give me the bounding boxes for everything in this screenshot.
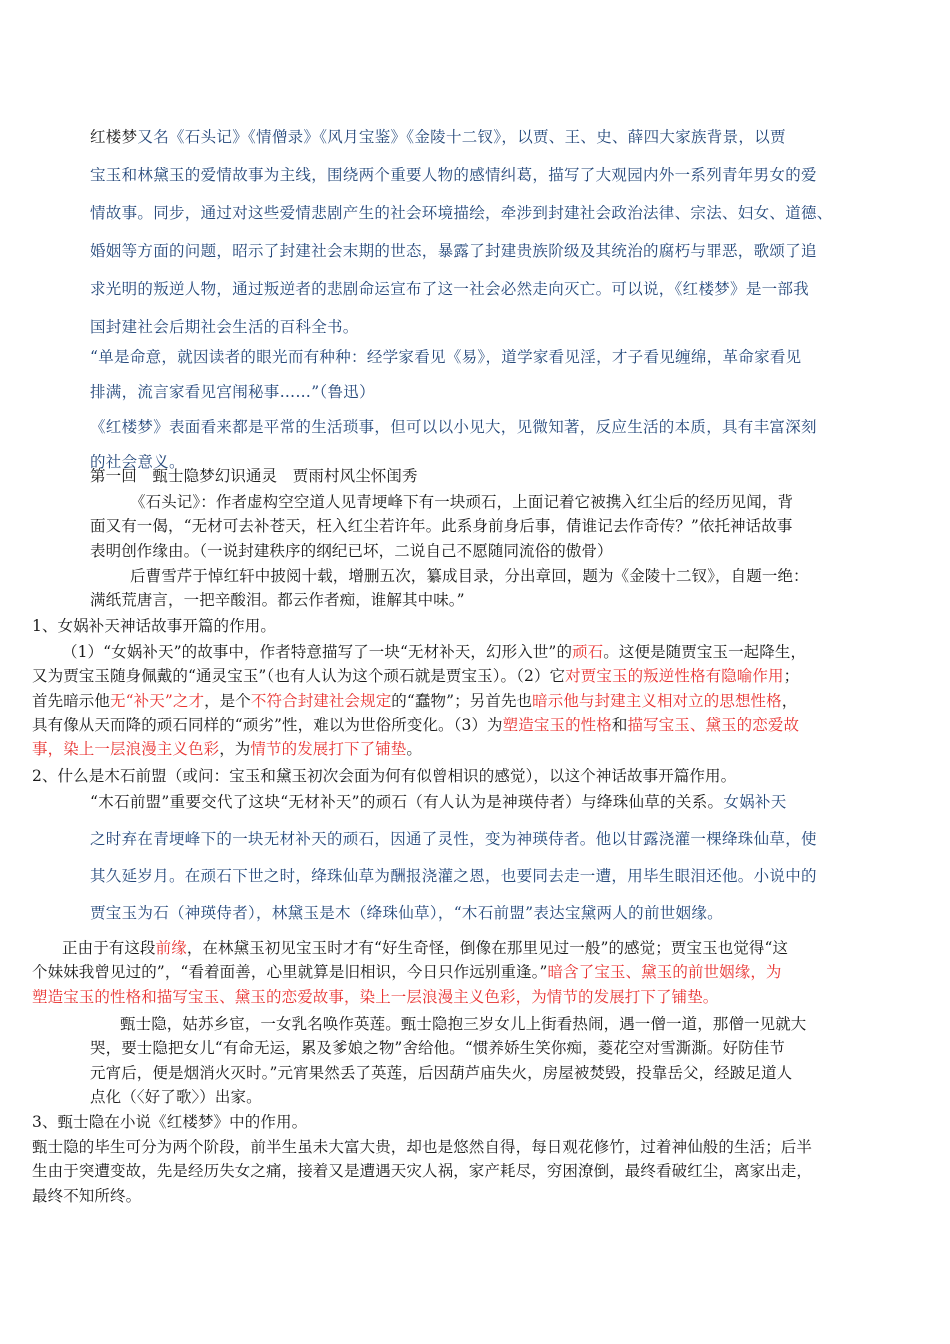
answer-line: “木石前盟”重要交代了这块“无材补天”的顽石（有人认为是神瑛侍者）与绛珠仙草的关系。女娲补天 [90, 793, 787, 811]
chapter-line: 《石头记》：作者虚构空空道人见青埂峰下有一块顽石，上面记着它被携入红尘后的经历见闻，背 [130, 493, 794, 511]
chapter-heading: 第一回 甄士隐梦幻识通灵 贾雨村风尘怀闺秀 [90, 467, 418, 485]
answer-line: 事，染上一层浪漫主义色彩，为情节的发展打下了铺垫。 [32, 740, 423, 759]
answer-line: 又为贾宝玉随身佩戴的“通灵宝玉”（也有人认为这个顽石就是贾宝玉）。（2）它对贾宝玉的叛逆性格有隐喻作用； [32, 667, 800, 686]
question-1: 1、女娲补天神话故事开篇的作用。 [32, 617, 276, 635]
intro-line: 婚姻等方面的问题，昭示了封建社会末期的世态，暴露了封建贵族阶级及其统治的腐朽与罪恶，歌颂了追 [90, 242, 817, 260]
intro-line: 情故事。同步，通过对这些爱情悲剧产生的社会环境描绘，牵涉到封建社会政治法律、宗法、妇女、道德、 [90, 204, 833, 222]
answer-line: 个妹妹我曾见过的”，“看着面善，心里就算是旧相识，今日只作远别重逢。”暗含了宝玉、黛玉的前世姻缘，为 [32, 963, 782, 982]
answer-2-qianYuan [32, 936, 788, 1009]
summary-line: 《红楼梦》表面看来都是平常的生活琐事，但可以以小见大，见微知著，反应生活的本质，具有丰富深刻 [90, 418, 817, 436]
answer-line: 甄士隐的毕生可分为两个阶段，前半生虽未大富大贵，却也是悠然自得，每日观花修竹，过着神仙般的生活；后半 [32, 1138, 813, 1156]
answer-3 [32, 1135, 812, 1208]
answer-line: 其久延岁月。在顽石下世之时，绛珠仙草为酬报浇灌之恩，也要同去走一遭，用毕生眼泪还他。小说中的 [90, 867, 817, 885]
zhen-line: 元宵后，便是烟消火灭时。”元宵果然丢了英莲，后因葫芦庙失火，房屋被焚毁，投靠岳父，经跛足道人 [90, 1063, 793, 1082]
chapter-paragraph-stone [90, 490, 793, 563]
zhen-line: 点化（〈好了歌〉）出家。 [90, 1087, 262, 1106]
question-3: 3、甄士隐在小说《红楼梦》中的作用。 [32, 1113, 308, 1131]
intro-line: 宝玉和林黛玉的爱情故事为主线，围绕两个重要人物的感情纠葛，描写了大观园内外一系列青年男女的爱 [90, 166, 817, 184]
answer-line: 贾宝玉为石（神瑛侍者），林黛玉是木（绛珠仙草），“木石前盟”表达宝黛两人的前世姻缘。 [90, 904, 723, 922]
chapter-line: 满纸荒唐言，一把辛酸泪。都云作者痴，谁解其中味。” [90, 591, 465, 610]
answer-line: 首先暗示他无“补天”之才，是个不符合封建社会规定的“蠢物”；另首先也暗示他与封建主义相对立的思想性格， [32, 691, 798, 710]
chapter-line: 后曹雪芹于悼红轩中披阅十载，增删五次，纂成目录，分出章回，题为《金陵十二钗》，自题一绝： [130, 567, 809, 585]
zhen-shiyin-paragraph [90, 1012, 806, 1109]
quote-line: 排满，流言家看见宫闱秘事……”（鲁迅） [90, 383, 375, 401]
zhen-line: 哭，要士隐把女儿“有命无运，累及爹娘之物”舍给他。“惯养娇生笑你痴，菱花空对雪澌澌。好防佳节 [90, 1039, 785, 1058]
chapter-line: 表明创作缘由。（一说封建秩序的纲纪已坏，二说自己不愿随同流俗的傲骨） [90, 541, 613, 560]
answer-line: 正由于有这段前缘，在林黛玉初见宝玉时才有“好生奇怪，倒像在那里见过一般”的感觉；贾宝玉也觉得“这 [62, 939, 789, 957]
intro-line: 红楼梦又名《石头记》《情僧录》《风月宝鉴》《金陵十二钗》，以贾、王、史、薛四大家族背景，以贾 [90, 128, 786, 146]
quote-line: “单是命意，就因读者的眼光而有种种：经学家看见《易》，道学家看见淫，才子看见缠绵，革命家看见 [90, 348, 802, 366]
answer-line: 塑造宝玉的性格和描写宝玉、黛玉的恋爱故事，染上一层浪漫主义色彩，为情节的发展打下了铺垫。 [32, 987, 719, 1006]
answer-line: 生由于突遭变故，先是经历失女之痛，接着又是遭遇天灾人祸，家产耗尽，穷困潦倒，最终看破红尘，离家出走， [32, 1162, 813, 1181]
zhen-line: 甄士隐，姑苏乡宦，一女乳名唤作英莲。甄士隐抱三岁女儿上街看热闹，遇一僧一道，那僧一见就大 [120, 1015, 807, 1033]
answer-line: （1）“女娲补天”的故事中，作者特意描写了一块“无材补天，幻形入世”的顽石。这便是随贾宝玉一起降生， [62, 643, 807, 661]
intro-line: 国封建社会后期社会生活的百科全书。 [90, 318, 359, 336]
answer-line: 最终不知所终。 [32, 1186, 142, 1205]
answer-1 [32, 640, 806, 761]
luxun-quote [90, 340, 880, 410]
answer-line: 之时弃在青埂峰下的一块无材补天的顽石，因通了灵性，变为神瑛侍者。他以甘露浇灌一棵绛珠仙草，使 [90, 830, 817, 848]
answer-line: 具有像从天而降的顽石同样的“顽劣”性，难以为世俗所变化。（3）为塑造宝玉的性格和描写宝玉、黛玉的恋爱故 [32, 715, 800, 734]
intro-paragraph [90, 118, 880, 346]
chapter-paragraph-cao [90, 564, 809, 613]
question-2: 2、什么是木石前盟（或问：宝玉和黛玉初次会面为何有似曾相识的感觉），以这个神话故事开篇作用。 [32, 767, 737, 785]
answer-2-muShi [90, 784, 880, 932]
chapter-line: 面又有一偈，“无材可去补苍天，枉入红尘若许年。此系身前身后事，倩谁记去作奇传？”依托神话故事 [90, 517, 793, 536]
summary-line: 的社会意义。 [90, 453, 185, 471]
intro-line: 求光明的叛逆人物，通过叛逆者的悲剧命运宣布了这一社会必然走向灭亡。可以说，《红楼梦》是一部我 [90, 280, 810, 298]
intro-title-word: 红楼梦 [90, 128, 138, 146]
